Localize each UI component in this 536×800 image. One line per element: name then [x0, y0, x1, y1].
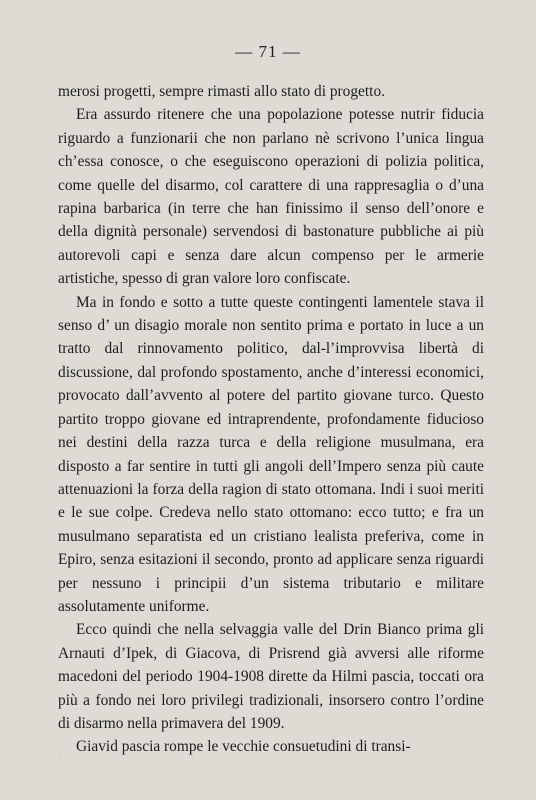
paragraph-5: Giavid pascia rompe le vecchie consuetudini di transi- [76, 738, 411, 756]
faint-mark: · · · [58, 752, 82, 762]
paragraph-2: Era assurdo ritenere che una popolazione potesse nutrir fiducia riguardo a funzionarii che non parlano nè scrivono l’unica lingua ch’essa conosce, o che eseguiscono operazioni di polizia politica, come quelle del disarmo, col carattere di una rappresaglia o d’una rapina barbarica (in terre che han finissimo il senso dell’onore e della dignità personale) servendosi di bastonature pubbliche ai più autorevoli capi e senza dare alcun compenso per le armerie artistiche, spesso di gran valore loro confiscate. [58, 106, 484, 288]
paragraph-4: Ecco quindi che nella selvaggia valle del Drin Bianco prima gli Arnauti d’Ipek, di Giacova, di Prisrend già avversi alle riforme macedoni del periodo 1904-1908 dirette da Hilmi pascia, toccati ora più a fondo nei loro privilegi tradizionali, insorsero contro l’ordine di disarmo nella primavera del 1909. [58, 621, 484, 732]
paragraph-3: Ma in fondo e sotto a tutte queste contingenti lamentele stava il senso d’ un disagio morale non sentito prima e portato in luce a un tratto dal rinnovamento politico, dal-l’improvvisa libertà di discussione, dal profondo spostamento, anche d’interessi economici, provocato dall’avvento al potere del partito giovane turco. Questo partito troppo giovane ed intraprendente, profondamente fiducioso nei destini della razza turca e della religione musulmana, era disposto a far sentire in tutti gli angoli dell’Impero senza più caute attenuazioni la forza della ragion di stato ottomana. Indi i suoi meriti e le sue colpe. Credeva nello stato ottomano: ecco tutto; e fra un musulmano separatista ed un cristiano lealista preferiva, come in Epiro, senza esitazioni il secondo, pronto ad applicare senza riguardi per nessuno i principii d’un sistema tributario e militare assolutamente uniforme. [58, 293, 484, 615]
paragraph-1: merosi progetti, sempre rimasti allo stato di progetto. [58, 83, 385, 100]
body-text [58, 80, 484, 759]
page-number: — 71 — [235, 42, 301, 61]
